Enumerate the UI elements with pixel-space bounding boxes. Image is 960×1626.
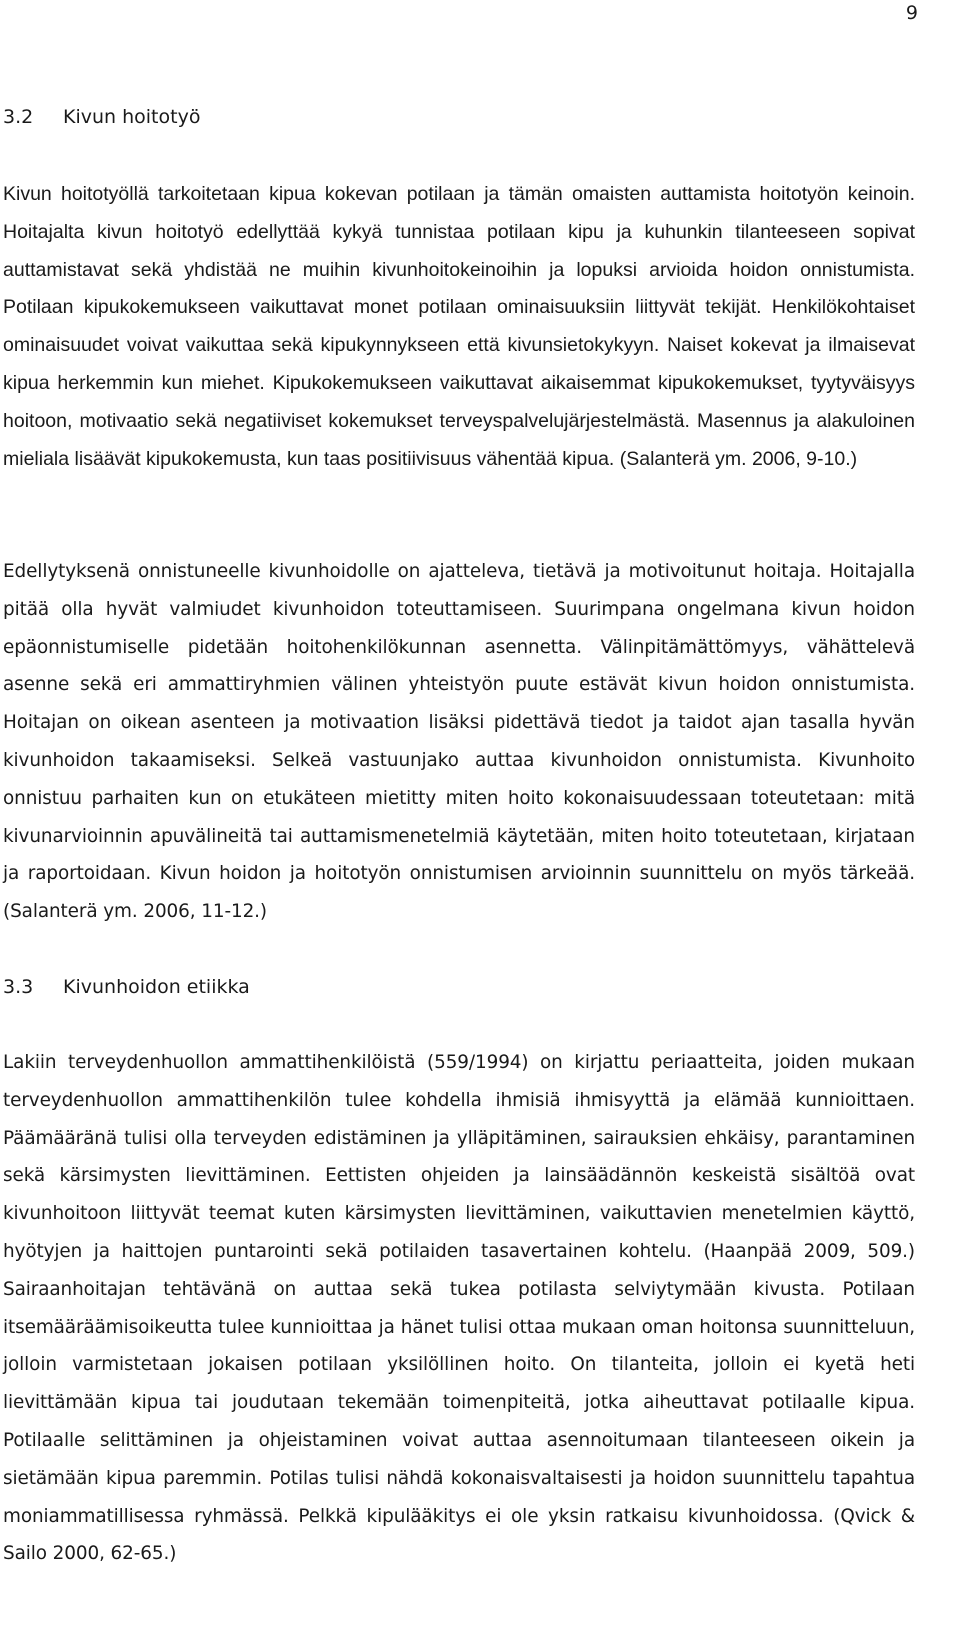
- paragraph: Edellytyksenä onnistuneelle kivunhoidolle on ajatteleva, tietävä ja motivoitunut hoitaja. Hoitajalla pitää olla hyvät valmiudet kivunhoidon toteuttamiseen. Suurimpana ongelmana kivun hoidon epäonnistumiselle pidetään hoitohenkilökunnan asennetta. Välinpitämättömyys, vähättelevä asenne sekä eri ammattiryhmien välinen yhteistyön puute estävät kivun hoidon onnistumista. Hoitajan on oikean asenteen ja motivaation lisäksi pidettävä tiedot ja taidot ajan tasalla hyvän kivunhoidon takaamiseksi. Selkeä vastuunjako auttaa kivunhoidon onnistumista. Kivunhoito onnistuu parhaiten kun on etukäteen mietitty miten hoito kokonaisuudessaan toteutetaan: mitä kivunarvioinnin apuvälineitä tai auttamismenetelmiä käytetään, miten hoito toteutetaan, kirjataan ja raportoidaan. Kivun hoidon ja hoitotyön onnistumisen arvioinnin suunnittelu on myös tärkeää. (Salanterä ym. 2006, 11-12.): [3, 561, 915, 923]
- section-title: Kivunhoidon etiikka: [63, 976, 250, 998]
- paragraph: Lakiin terveydenhuollon ammattihenkilöistä (559/1994) on kirjattu periaatteita, joiden mukaan terveydenhuollon ammattihenkilön tulee kohdella ihmisiä ihmisyyttä ja elämää kunnioittaen. Päämääränä tulisi olla terveyden edistäminen ja ylläpitäminen, sairauksien ehkäisy, parantaminen sekä kärsimysten lievittäminen. Eettisten ohjeiden ja lainsäädännön keskeistä sisältöä ovat kivunhoitoon liittyvät teemat kuten kärsimysten lievittäminen, vaikuttavien menetelmien käyttö, hyötyjen ja haittojen puntarointi sekä potilaiden tasavertainen kohtelu. (Haanpää 2009, 509.) Sairaanhoitajan tehtävänä on auttaa sekä tukea potilasta selviytymään kivusta. Potilaan itsemääräämisoikeutta tulee kunnioittaa ja hänet tulisi ottaa mukaan oman hoitonsa suunnitteluun, jolloin varmistetaan jokaisen potilaan yksilöllinen hoito. On tilanteita, jolloin ei kyetä heti lievittämään kipua tai joudutaan tekemään toimenpiteitä, jotka aiheuttavat potilaalle kipua. Potilaalle selittäminen ja ohjeistaminen voivat auttaa asennoitumaan tilanteeseen oikein ja sietämään kipua paremmin. Potilas tulisi nähdä kokonaisvaltaisesti ja hoidon suunnittelu tapahtua moniammatillisessa ryhmässä. Pelkkä kipulääkitys ei ole yksin ratkaisu kivunhoidossa. (Qvick & Sailo 2000, 62-65.): [3, 1052, 915, 1565]
- section-heading-3-3: [3, 974, 250, 1000]
- page-number: 9: [905, 2, 918, 24]
- section-number: 3.2: [3, 106, 34, 128]
- section-number: 3.3: [3, 976, 34, 998]
- section-heading-3-2: [3, 104, 200, 130]
- paragraph: Kivun hoitotyöllä tarkoitetaan kipua kokevan potilaan ja tämän omaisten auttamista hoitotyön keinoin. Hoitajalta kivun hoitotyö edellyttää kykyä tunnistaa potilaan kipu ja kuhunkin tilanteeseen sopivat auttamistavat sekä yhdistää ne muihin kivunhoitokeinoihin ja lopuksi arvioida hoidon onnistumista. Potilaan kipukokemukseen vaikuttavat monet potilaan ominaisuuksiin liittyvät tekijät. Henkilökohtaiset ominaisuudet voivat vaikuttaa sekä kipukynnykseen että kivunsietokykyyn. Naiset kokevat ja ilmaisevat kipua herkemmin kun miehet. Kipukokemukseen vaikuttavat aikaisemmat kipukokemukset, tyytyväisyys hoitoon, motivaatio sekä negatiiviset kokemukset terveyspalvelujärjestelmästä. Masennus ja alakuloinen mieliala lisäävät kipukokemusta, kun taas positiivisuus vähentää kipua. (Salanterä ym. 2006, 9-10.): [3, 183, 915, 470]
- section-title: Kivun hoitotyö: [63, 106, 201, 128]
